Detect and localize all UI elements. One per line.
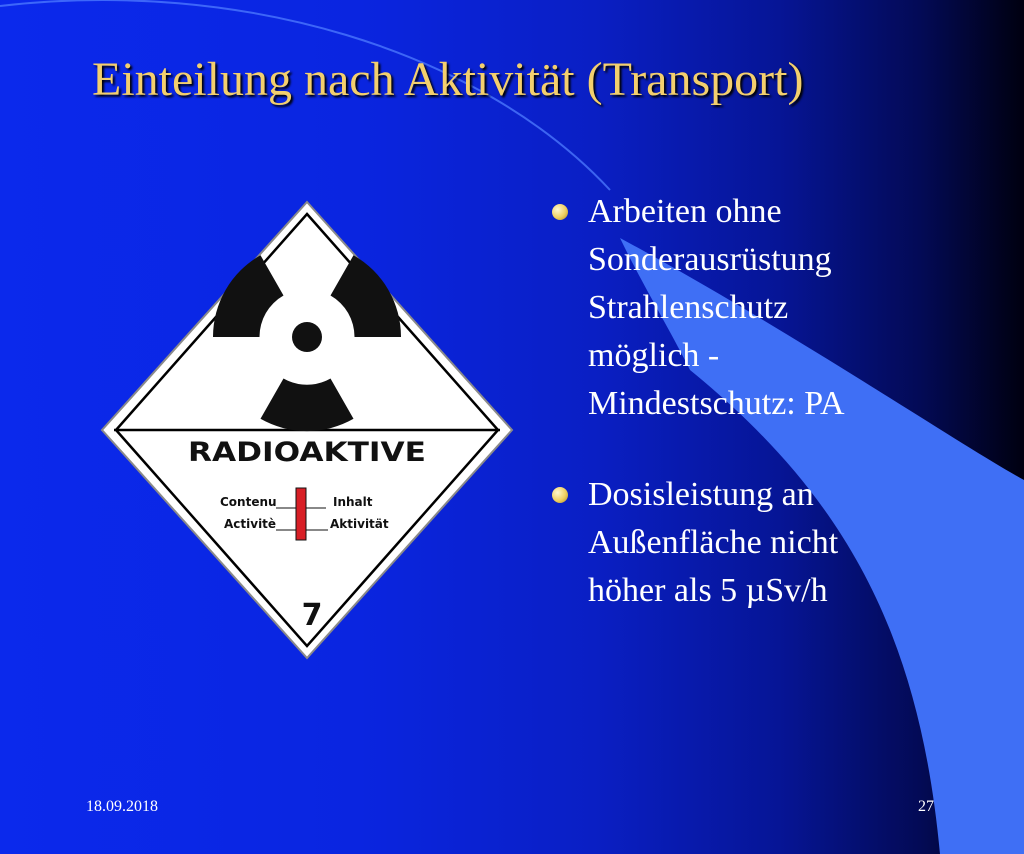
bullet-list (548, 188, 928, 615)
slide-title: Einteilung nach Aktivität (Transport) (92, 53, 804, 106)
bullet-item (548, 188, 928, 428)
placard-activity-de: Aktivität (330, 517, 389, 531)
bullet-line: Sonderausrüstung (588, 241, 832, 278)
placard-contents-fr: Contenu (220, 495, 277, 509)
bullet-item (548, 471, 928, 615)
bullet-line: Arbeiten ohne (588, 193, 782, 230)
radioactive-placard (100, 200, 514, 660)
placard-contents-de: Inhalt (333, 495, 373, 509)
bullet-line: möglich - (588, 337, 720, 374)
bullet-line: Dosisleistung an (588, 476, 814, 513)
placard-class-number: 7 (301, 598, 323, 633)
bullet-dot-icon (552, 204, 568, 220)
bullet-dot-icon (552, 487, 568, 503)
page-number: 27 (918, 798, 934, 815)
bullet-line: Außenfläche nicht (588, 524, 839, 561)
placard-label: RADIOAKTIVE (188, 437, 426, 468)
footer-date: 18.09.2018 (86, 798, 158, 815)
bullet-line: Strahlenschutz (588, 289, 789, 326)
bullet-line: höher als 5 µSv/h (588, 572, 828, 609)
bullet-line: Mindestschutz: PA (588, 385, 845, 422)
placard-red-stripe (296, 488, 306, 540)
placard-activity-fr: Activitè (224, 517, 277, 531)
